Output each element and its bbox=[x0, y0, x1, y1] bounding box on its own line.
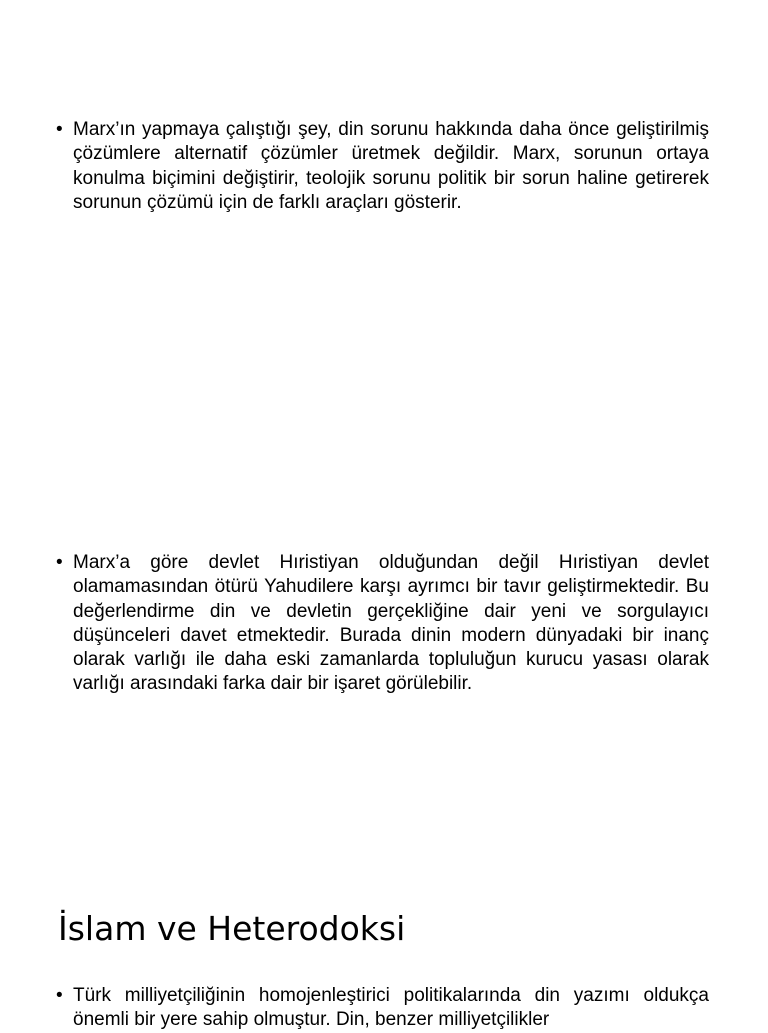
bullet-marker: • bbox=[56, 119, 63, 140]
bullet-text: Türk milliyetçiliğinin homojenleştirici politikalarında din yazımı oldukça önemli bir yere sahip olmuştur. Din, benzer milliyetçilikler bbox=[73, 985, 709, 1031]
slide-1-bullet bbox=[56, 118, 709, 215]
bullet-marker: • bbox=[56, 985, 63, 1006]
bullet-text: Marx’ın yapmaya çalıştığı şey, din sorunu hakkında daha önce geliştirilmiş çözümlere alternatif çözümler üretmek değildir. Marx, sorunun ortaya konulma biçimini değiştirir, teolojik sorunu politik bir sorun haline getirerek sorunun çözümü için de farklı araçları gösterir. bbox=[73, 119, 709, 213]
slide-3-title: İslam ve Heterodoksi bbox=[58, 909, 406, 948]
bullet-marker: • bbox=[56, 552, 63, 573]
bullet-text: Marx’a göre devlet Hıristiyan olduğundan değil Hıristiyan devlet olamamasından ötürü Yahudilere karşı ayrımcı bir tavır geliştirmektedir. Bu değerlendirme din ve devletin gerçekliğine dair yeni ve sorgulayıcı düşünceleri davet etmektedir. Burada dinin modern dünyadaki bir inanç olarak varlığı ile daha eski zamanlarda topluluğun kurucu yasası olarak varlığı arasındaki farka dair bir işaret görülebilir. bbox=[73, 552, 709, 695]
slide-2-bullet bbox=[56, 551, 709, 697]
slide-3-bullet bbox=[56, 984, 709, 1033]
